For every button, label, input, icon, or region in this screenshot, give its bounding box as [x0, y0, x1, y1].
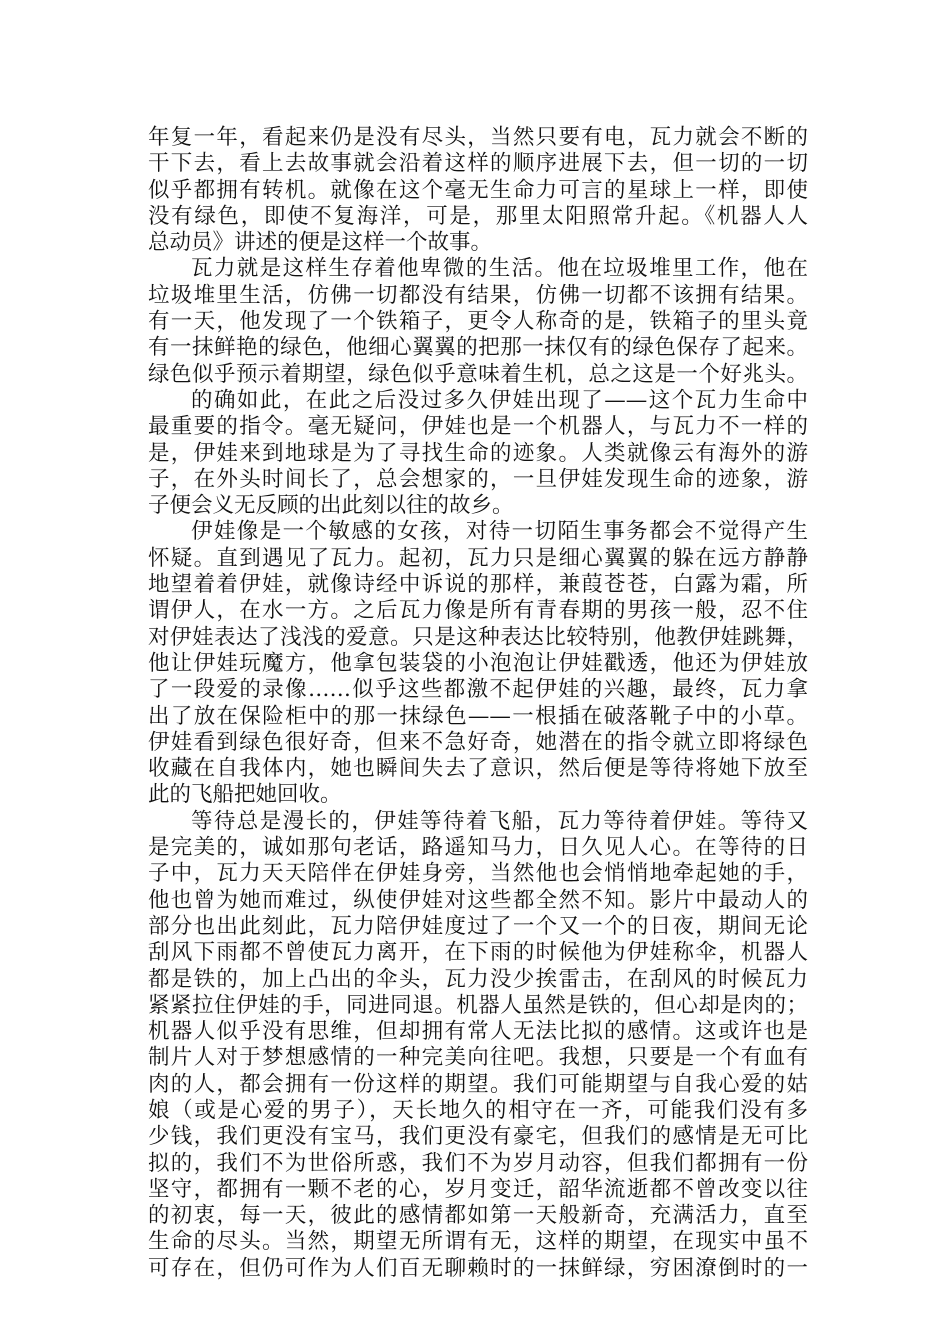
text-line: 是完美的，诚如那句老话，路遥知马力，日久见人心。在等待的日 [148, 835, 808, 861]
text-line: 可存在，但仍可作为人们百无聊赖时的一抹鲜绿，穷困潦倒时的一 [148, 1255, 808, 1281]
text-line: 出了放在保险柜中的那一抹绿色——一根插在破落靴子中的小草。 [148, 703, 808, 729]
text-line: 垃圾堆里生活，仿佛一切都没有结果，仿佛一切都不该拥有结果。 [148, 282, 808, 308]
text-line: 怀疑。直到遇见了瓦力。起初，瓦力只是细心翼翼的躲在远方静静 [148, 545, 808, 571]
text-line: 都是铁的，加上凸出的伞头，瓦力没少挨雷击，在刮风的时候瓦力 [148, 966, 808, 992]
text-line: 生命的尽头。当然，期望无所谓有无，这样的期望，在现实中虽不 [148, 1229, 808, 1255]
text-line: 子，在外头时间长了，总会想家的，一旦伊娃发现生命的迹象，游 [148, 466, 808, 492]
text-line: 了一段爱的录像……似乎这些都激不起伊娃的兴趣，最终，瓦力拿 [148, 677, 808, 703]
paragraph-first-line: 的确如此，在此之后没过多久伊娃出现了——这个瓦力生命中 [191, 387, 808, 413]
text-line: 干下去，看上去故事就会沿着这样的顺序进展下去，但一切的一切 [148, 151, 808, 177]
text-line: 子便会义无反顾的出此刻以往的故乡。 [148, 493, 514, 519]
text-line: 制片人对于梦想感情的一种完美向往吧。我想，只要是一个有血有 [148, 1045, 808, 1071]
text-line: 拟的，我们不为世俗所惑，我们不为岁月动容，但我们都拥有一份 [148, 1150, 808, 1176]
text-line: 似乎都拥有转机。就像在这个毫无生命力可言的星球上一样，即使 [148, 177, 808, 203]
paragraph-first-line: 等待总是漫长的，伊娃等待着飞船，瓦力等待着伊娃。等待又 [191, 808, 808, 834]
text-line: 总动员》讲述的便是这样一个故事。 [148, 230, 493, 256]
text-line: 此的飞船把她回收。 [148, 782, 342, 808]
paragraph-first-line: 伊娃像是一个敏感的女孩，对待一切陌生事务都会不觉得产生 [191, 519, 808, 545]
text-line: 坚守，都拥有一颗不老的心，岁月变迁，韶华流逝都不曾改变以往 [148, 1176, 808, 1202]
text-line: 有一抹鲜艳的绿色，他细心翼翼的把那一抹仅有的绿色保存了起来。 [148, 335, 808, 361]
text-line: 他让伊娃玩魔方，他拿包装袋的小泡泡让伊娃戳透，他还为伊娃放 [148, 650, 808, 676]
text-line: 谓伊人，在水一方。之后瓦力像是所有青春期的男孩一般，忍不住 [148, 598, 808, 624]
text-line: 的初衷，每一天，彼此的感情都如第一天般新奇，充满活力，直至 [148, 1203, 808, 1229]
text-line: 地望着着伊娃，就像诗经中诉说的那样，兼葭苍苍，白露为霜，所 [148, 572, 808, 598]
text-line: 年复一年，看起来仍是没有尽头，当然只要有电，瓦力就会不断的 [148, 125, 808, 150]
text-line: 是，伊娃来到地球是为了寻找生命的迹象。人类就像云有海外的游 [148, 440, 808, 466]
text-line: 子中，瓦力天天陪伴在伊娃身旁，当然他也会悄悄地牵起她的手， [148, 861, 808, 887]
text-line: 少钱，我们更没有宝马，我们更没有豪宅，但我们的感情是无可比 [148, 1124, 808, 1150]
text-line: 有一天，他发现了一个铁箱子，更令人称奇的是，铁箱子的里头竟 [148, 309, 808, 335]
text-line: 最重要的指令。毫无疑问，伊娃也是一个机器人，与瓦力不一样的 [148, 414, 808, 440]
text-line: 收藏在自我体内，她也瞬间失去了意识，然后便是等待将她下放至 [148, 756, 808, 782]
text-line: 伊娃看到绿色很好奇，但来不急好奇，她潜在的指令就立即将绿色 [148, 729, 808, 755]
text-line: 绿色似乎预示着期望，绿色似乎意味着生机，总之这是一个好兆头。 [148, 361, 808, 387]
text-line: 紧紧拉住伊娃的手，同进同退。机器人虽然是铁的，但心却是肉的； [148, 992, 808, 1018]
text-line: 肉的人，都会拥有一份这样的期望。我们可能期望与自我心爱的姑 [148, 1071, 808, 1097]
paragraph-first-line: 瓦力就是这样生存着他卑微的生活。他在垃圾堆里工作，他在 [191, 256, 808, 282]
text-line: 刮风下雨都不曾使瓦力离开，在下雨的时候他为伊娃称伞，机器人 [148, 940, 808, 966]
body-text [148, 125, 808, 1282]
text-line: 机器人似乎没有思维，但却拥有常人无法比拟的感情。这或许也是 [148, 1019, 808, 1045]
text-line: 他也曾为她而难过，纵使伊娃对这些都全然不知。影片中最动人的 [148, 887, 808, 913]
text-line: 部分也出此刻此，瓦力陪伊娃度过了一个又一个的日夜，期间无论 [148, 913, 808, 939]
text-line: 没有绿色，即使不复海洋，可是，那里太阳照常升起。《机器人人 [148, 203, 808, 229]
text-line: 娘（或是心爱的男子），天长地久的相守在一齐，可能我们没有多 [148, 1097, 808, 1123]
text-line: 对伊娃表达了浅浅的爱意。只是这种表达比较特别，他教伊娃跳舞， [148, 624, 808, 650]
